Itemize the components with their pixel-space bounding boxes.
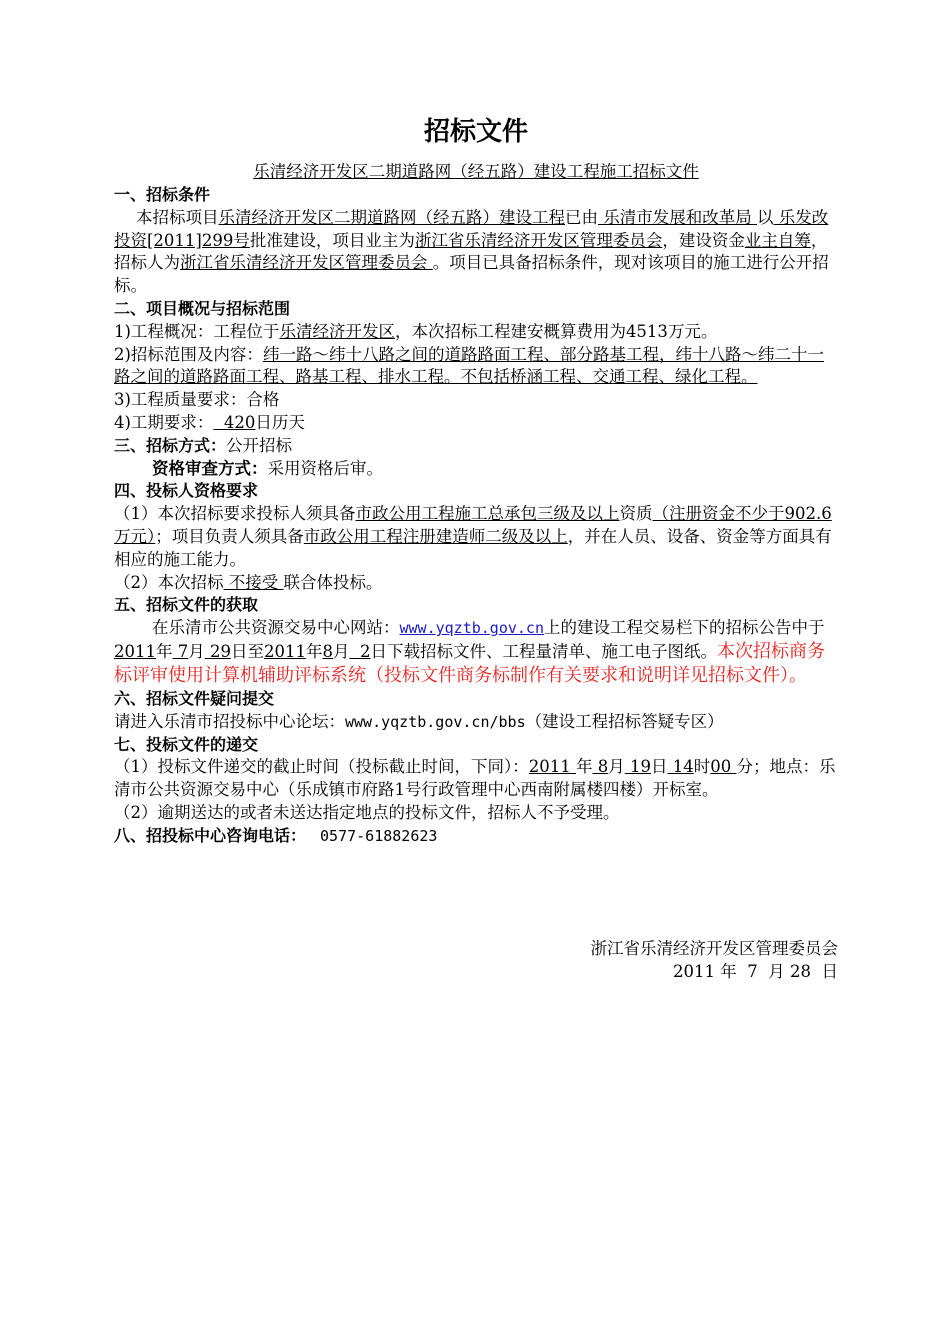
document-subtitle [114,160,838,184]
scope-line [114,344,838,390]
deadline-day: 19 [624,757,651,777]
acq-text-3: 日下载招标文件、工程量清单、施工电子图纸。 [370,641,717,661]
month-char: 月 [188,641,205,661]
section-1-paragraph [114,207,838,298]
questions-line [114,711,838,734]
late-submission-note: （2）逾期送达的或者未送达指定地点的投标文件，招标人不予受理。 [114,802,620,822]
duration-unit: 日历天 [255,412,305,432]
deadline-hour-char: 时 [693,757,711,777]
consortium-text-1: （2）本次招标 [114,572,224,592]
s1-text-6: ，招标人为 [114,230,828,273]
bidder-requirement-1 [114,503,838,571]
overview-label: 1)工程概况：工程位于 [114,321,280,341]
start-year: 2011 [114,641,156,661]
scope-text: 纬一路～纬十八路之间的道路路面工程、部分路基工程，纬十八路～纬二十一路之间的道路路面工程、路基工程、排水工程。不包括桥涵工程、交通工程、绿化工程。 [114,344,824,387]
document-acquisition [114,617,838,688]
year-char: 年 [156,641,173,661]
deadline-day-char: 日 [651,757,668,777]
budget-unit: 万元。 [667,321,718,341]
deadline-minute: 00 [710,757,737,777]
tender-method: 公开招标 [226,435,293,455]
deadline-label: （1）投标文件递交的截止时间（投标截止时间，下同）： [114,757,529,777]
signature-block [591,938,839,984]
s1-text-7: 。项目已具备招标条件，现对该项目的施工进行公开招标。 [114,253,829,296]
qualification-review [114,458,838,481]
s1-text-3: 以 [757,207,774,227]
funding-source: 业主自筹 [744,230,811,250]
quality-line: 3)工程质量要求：合格 [114,390,280,410]
evaluation-notice: 本次招标商务标评审使用计算机辅助评标系统（投标文件商务标制作有关要求和说明详见招标文件）。 [114,640,825,686]
section-2-heading: 二、项目概况与招标范围 [114,298,291,318]
project-manager-qualification: 市政公用工程注册建造师二级及以上 [303,526,568,546]
deadline-year-char: 年 [576,757,593,777]
section-1-heading: 一、招标条件 [114,185,211,204]
document-body [114,110,838,848]
overview-text: ，本次招标工程建安概算费用为 [394,321,626,341]
questions-text: 请进入乐清市招投标中心论坛： [114,711,345,731]
s1-text-1: 本招标项目 [136,207,219,227]
req-text-3: ；项目负责人须具备 [155,526,304,546]
section-7-heading: 七、投标文件的递交 [114,734,259,754]
signature-org: 浙江省乐清经济开发区管理委员会 [590,939,838,958]
acq-text-1: 在乐清市公共资源交易中心网站： [152,618,400,638]
project-name: 乐清经济开发区二期道路网（经五路）建设工程 [218,207,565,227]
consult-phone: 0577-61882623 [320,826,438,845]
end-year: 2011 [264,641,306,661]
deadline-hour: 14 [667,757,694,777]
website-link[interactable]: www.yqztb.gov.cn [399,619,544,638]
project-owner: 浙江省乐清经济开发区管理委员会 [414,230,663,250]
section-8-heading: 八、招投标中心咨询电话： [114,825,307,845]
section-8 [114,825,838,848]
req-text-4: ，并在人员、设备、资金等方面具有相应的施工能力。 [114,526,832,569]
budget-amount: 4513 [625,321,668,341]
acq-text-2: 上的建设工程交易栏下的招标公告中于 [544,618,825,638]
submission-deadline [114,756,838,802]
qualification-review-value: 采用资格后审。 [267,458,383,478]
end-day: 2 [349,641,371,661]
req-text-1: （1）本次招标要求投标人须具备 [114,504,356,524]
year-char-2: 年 [306,641,323,661]
approver: 乐清市发展和改革局 [598,207,757,227]
consortium-acceptance: 不接受 [223,572,284,592]
deadline-month: 8 [592,757,609,777]
deadline-month-char: 月 [608,757,625,777]
duration-days: 420 [213,412,256,432]
document-title: 招标文件 [423,117,528,147]
s1-text-2: 已由 [565,207,598,227]
required-qualification: 市政公用工程施工总承包三级及以上 [355,504,620,524]
registered-capital: （注册资金不少于902.6万元） [114,504,832,546]
duration-label: 4)工期要求： [114,412,214,432]
submission-location: 分；地点：乐清市公共资源交易中心（乐成镇市府路1号行政管理中心西南附属楼四楼）开标室。 [114,757,836,800]
end-month: 8 [322,641,333,661]
section-3 [114,435,838,458]
day-to-char: 日至 [231,641,264,661]
forum-url: www.yqztb.gov.cn/bbs [345,712,526,731]
scope-label: 2)招标范围及内容： [114,344,263,364]
consortium-text-2: 联合体投标。 [283,572,383,592]
signature-date: 2011 年 7 月 28 日 [673,961,838,981]
deadline-year: 2011 [528,757,576,777]
start-month: 7 [172,641,189,661]
start-day: 29 [204,641,231,661]
approval-number: 乐发改投资[2011]299号 [114,207,829,250]
bidder-requirement-2 [114,572,838,595]
project-location: 乐清经济开发区 [279,321,395,341]
qualification-review-label: 资格审查方式： [152,458,268,478]
section-3-heading: 三、招标方式： [114,435,227,455]
tenderer: 浙江省乐清经济开发区管理委员会 [180,253,433,273]
subtitle-text: 乐清经济开发区二期道路网（经五路）建设工程施工招标文件 [253,162,699,181]
section-4-heading: 四、投标人资格要求 [114,481,259,501]
s1-text-5: ，建设资金 [662,230,745,250]
section-6-heading: 六、招标文件疑问提交 [114,688,275,708]
duration-line [114,412,838,435]
overview-line [114,321,838,344]
forum-section: （建设工程招标答疑专区） [525,711,724,731]
month-char-2: 月 [333,641,350,661]
req-text-2: 资质 [619,504,653,524]
section-5-heading: 五、招标文件的获取 [114,595,259,615]
s1-text-4: 批准建设，项目业主为 [249,230,415,250]
